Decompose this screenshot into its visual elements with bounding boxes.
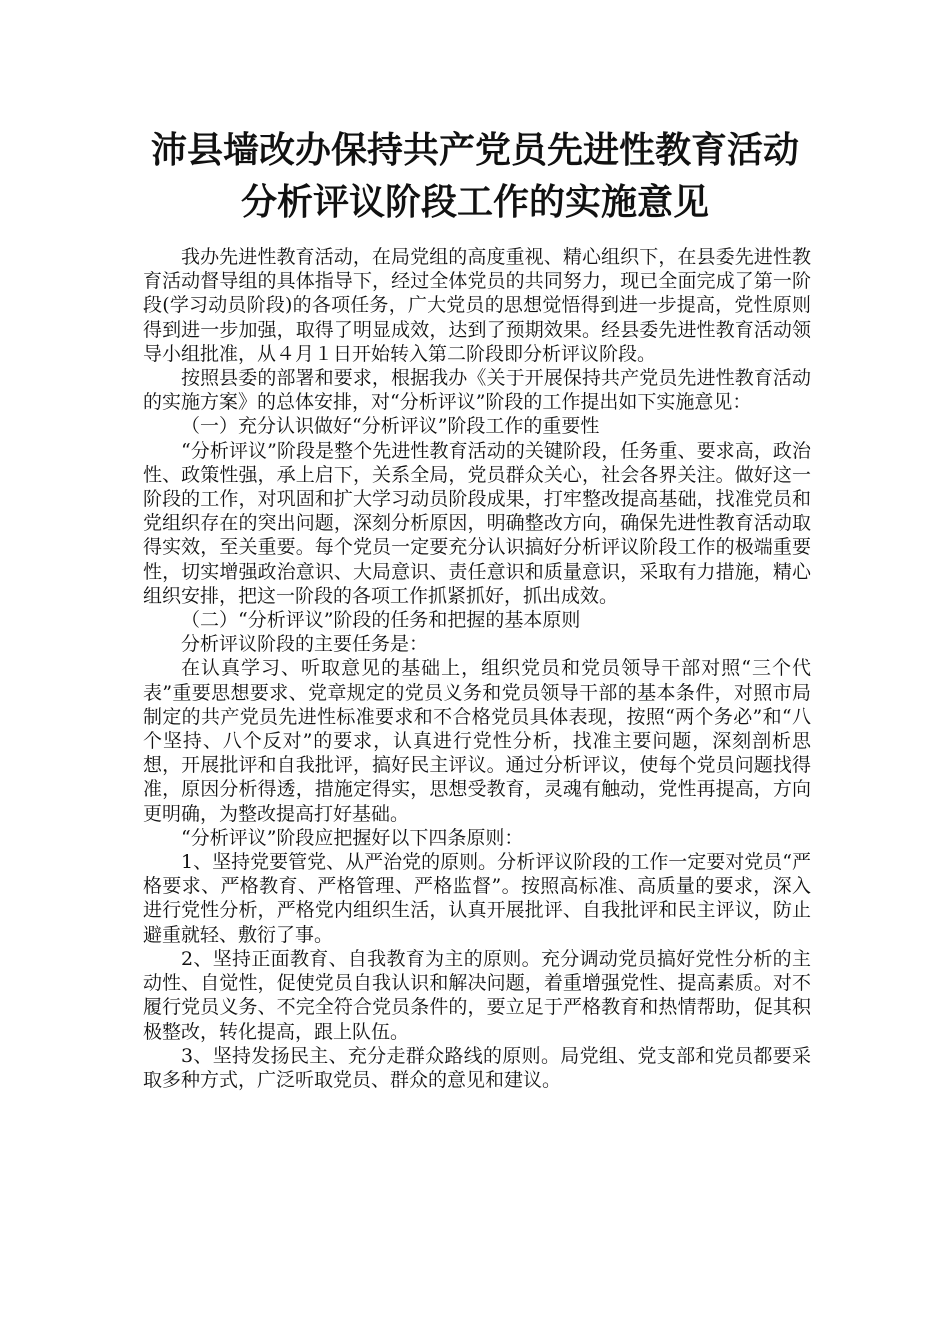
paragraph: 在认真学习、听取意见的基础上，组织党员和党员领导干部对照“三个代表”重要思想要求、党章规定的党员义务和党员领导干部的基本条件，对照市局制定的共产党员先进性标准要求和不合格党员具体表现，按照“两个务必”和“八个坚持、八个反对”的要求，认真进行党性分析，找准主要问题，深刻剖析思想，开展批评和自我批评，搞好民主评议。通过分析评议，使每个党员问题找得准，原因分析得透，措施定得实，思想受教育，灵魂有触动，党性再提高，方向更明确，为整改提高打好基础。 [143,657,811,825]
list-item: 1、坚持党要管党、从严治党的原则。分析评议阶段的工作一定要对党员“严格要求、严格教育、严格管理、严格监督”。按照高标准、高质量的要求，深入进行党性分析，严格党内组织生活，认真开展批评、自我批评和民主评议，防止避重就轻、敷衍了事。 [143,851,811,946]
paragraph: 按照县委的部署和要求，根据我办《关于开展保持共产党员先进性教育活动的实施方案》的总体安排，对“分析评议”阶段的工作提出如下实施意见： [143,367,811,414]
document-body [143,245,811,1092]
list-item: 3、坚持发扬民主、充分走群众路线的原则。局党组、党支部和党员都要采取多种方式，广泛听取党员、群众的意见和建议。 [143,1044,811,1091]
document-title-line1: 沛县墙改办保持共产党员先进性教育活动 [150,129,799,171]
document-title-line2: 分析评议阶段工作的实施意见 [240,181,709,223]
paragraph: “分析评议”阶段是整个先进性教育活动的关键阶段，任务重、要求高，政治性、政策性强，承上启下，关系全局，党员群众关心，社会各界关注。做好这一阶段的工作，对巩固和扩大学习动员阶段成果，打牢整改提高基础，找准党员和党组织存在的突出问题，深刻分析原因，明确整改方向，确保先进性教育活动取得实效，至关重要。每个党员一定要充分认识搞好分析评议阶段工作的极端重要性，切实增强政治意识、大局意识、责任意识和质量意识，采取有力措施，精心组织安排，把这一阶段的各项工作抓紧抓好，抓出成效。 [143,439,811,607]
section-heading: （二）“分析评议”阶段的任务和把握的基本原则 [181,609,581,632]
paragraph: 分析评议阶段的主要任务是： [181,633,429,656]
section-heading: （一）充分认识做好“分析评议”阶段工作的重要性 [181,415,600,438]
list-item: 2、坚持正面教育、自我教育为主的原则。充分调动党员搞好党性分析的主动性、自觉性，促使党员自我认识和解决问题，着重增强党性、提高素质。对不履行党员义务、不完全符合党员条件的，要立足于严格教育和热情帮助，促其积极整改，转化提高，跟上队伍。 [143,947,811,1043]
paragraph: 我办先进性教育活动，在局党组的高度重视、精心组织下，在县委先进性教育活动督导组的具体指导下，经过全体党员的共同努力，现已全面完成了第一阶段(学习动员阶段)的各项任务，广大党员的思想觉悟得到进一步提高，党性原则得到进一步加强，取得了明显成效，达到了预期效果。经县委先进性教育活动领导小组批准，从４月１日开始转入第二阶段即分析评议阶段。 [143,246,811,365]
paragraph: “分析评议”阶段应把握好以下四条原则： [181,826,524,849]
